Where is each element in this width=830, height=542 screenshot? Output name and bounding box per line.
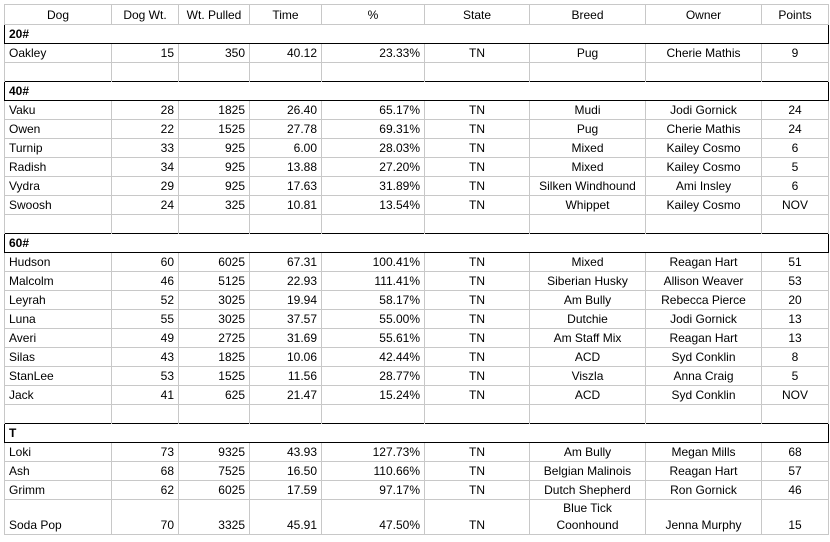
group-cell[interactable]	[322, 25, 425, 44]
cell-dog-weight[interactable]: 55	[112, 310, 179, 329]
group-cell[interactable]	[250, 424, 322, 443]
cell-owner[interactable]: Ron Gornick	[646, 481, 762, 500]
cell-state[interactable]: TN	[425, 310, 530, 329]
cell-breed[interactable]: Mixed	[530, 253, 646, 272]
cell-breed[interactable]: Viszla	[530, 367, 646, 386]
group-cell[interactable]	[762, 424, 829, 443]
table-row	[5, 329, 829, 348]
group-cell[interactable]	[530, 25, 646, 44]
table-row	[5, 443, 829, 462]
cell-points[interactable]: 46	[762, 481, 829, 500]
group-cell[interactable]	[425, 234, 530, 253]
cell-points[interactable]: 51	[762, 253, 829, 272]
group-cell[interactable]	[112, 25, 179, 44]
group-header-row	[5, 82, 829, 101]
cell-dog-weight[interactable]: 43	[112, 348, 179, 367]
cell-state[interactable]: TN	[425, 462, 530, 481]
cell-dog[interactable]: Averi	[5, 329, 112, 348]
cell-percent[interactable]: 55.00%	[322, 310, 425, 329]
cell-time[interactable]: 13.88	[250, 158, 322, 177]
header-dog-weight[interactable]: Dog Wt.	[112, 5, 179, 25]
cell-points[interactable]: 9	[762, 44, 829, 63]
cell-dog[interactable]: Turnip	[5, 139, 112, 158]
cell-dog[interactable]: Leyrah	[5, 291, 112, 310]
results-table	[4, 4, 829, 535]
cell-state[interactable]: TN	[425, 386, 530, 405]
cell-points[interactable]: 24	[762, 120, 829, 139]
cell-points[interactable]: 8	[762, 348, 829, 367]
cell-dog-weight[interactable]: 53	[112, 367, 179, 386]
cell-weight-pulled[interactable]: 7525	[179, 462, 250, 481]
cell-dog-weight[interactable]: 29	[112, 177, 179, 196]
header-owner[interactable]: Owner	[646, 5, 762, 25]
cell-dog-weight[interactable]: 73	[112, 443, 179, 462]
table-body	[5, 25, 829, 535]
cell-time[interactable]: 11.56	[250, 367, 322, 386]
cell-weight-pulled[interactable]: 5125	[179, 272, 250, 291]
group-label[interactable]: 40#	[5, 82, 112, 101]
cell-owner[interactable]: Jenna Murphy	[646, 500, 762, 535]
header-breed[interactable]: Breed	[530, 5, 646, 25]
header-weight-pulled[interactable]: Wt. Pulled	[179, 5, 250, 25]
cell-state[interactable]: TN	[425, 272, 530, 291]
cell-points[interactable]: 15	[762, 500, 829, 535]
cell-breed[interactable]: Siberian Husky	[530, 272, 646, 291]
group-cell[interactable]	[250, 234, 322, 253]
cell-dog[interactable]: Silas	[5, 348, 112, 367]
group-cell[interactable]	[322, 82, 425, 101]
cell-state[interactable]: TN	[425, 481, 530, 500]
table-row	[5, 44, 829, 63]
cell-time[interactable]: 45.91	[250, 500, 322, 535]
cell-breed[interactable]: Pug	[530, 44, 646, 63]
cell-breed[interactable]: Blue Tick Coonhound	[530, 500, 646, 535]
cell-dog-weight[interactable]: 68	[112, 462, 179, 481]
cell-points[interactable]: 20	[762, 291, 829, 310]
cell-percent[interactable]: 111.41%	[322, 272, 425, 291]
cell-percent[interactable]: 13.54%	[322, 196, 425, 215]
spacer-row	[5, 215, 829, 234]
cell-owner[interactable]: Megan Mills	[646, 443, 762, 462]
cell-dog[interactable]: Hudson	[5, 253, 112, 272]
group-cell[interactable]	[646, 25, 762, 44]
cell-time[interactable]: 19.94	[250, 291, 322, 310]
cell-state[interactable]: TN	[425, 291, 530, 310]
spacer-row	[5, 405, 829, 424]
cell-dog-weight[interactable]: 34	[112, 158, 179, 177]
cell-state[interactable]: TN	[425, 44, 530, 63]
cell-time[interactable]: 22.93	[250, 272, 322, 291]
cell-breed[interactable]: Mixed	[530, 139, 646, 158]
cell-weight-pulled[interactable]: 1825	[179, 101, 250, 120]
header-points[interactable]: Points	[762, 5, 829, 25]
group-cell[interactable]	[762, 82, 829, 101]
group-cell[interactable]	[762, 234, 829, 253]
cell-state[interactable]: TN	[425, 329, 530, 348]
cell-owner[interactable]: Reagan Hart	[646, 329, 762, 348]
table-row	[5, 139, 829, 158]
cell-owner[interactable]: Cherie Mathis	[646, 120, 762, 139]
cell-time[interactable]: 67.31	[250, 253, 322, 272]
cell-owner[interactable]: Syd Conklin	[646, 348, 762, 367]
group-label[interactable]: T	[5, 424, 112, 443]
cell-percent[interactable]: 69.31%	[322, 120, 425, 139]
cell-time[interactable]: 26.40	[250, 101, 322, 120]
cell-weight-pulled[interactable]: 9325	[179, 443, 250, 462]
cell-state[interactable]: TN	[425, 367, 530, 386]
group-cell[interactable]	[425, 25, 530, 44]
cell-weight-pulled[interactable]: 625	[179, 386, 250, 405]
group-cell[interactable]	[179, 82, 250, 101]
cell-dog-weight[interactable]: 70	[112, 500, 179, 535]
cell-breed[interactable]: Dutch Shepherd	[530, 481, 646, 500]
cell-time[interactable]: 37.57	[250, 310, 322, 329]
cell-breed[interactable]: Am Staff Mix	[530, 329, 646, 348]
cell-breed[interactable]: Pug	[530, 120, 646, 139]
cell-owner[interactable]: Reagan Hart	[646, 462, 762, 481]
cell-points[interactable]: 24	[762, 101, 829, 120]
group-label[interactable]: 20#	[5, 25, 112, 44]
group-cell[interactable]	[112, 82, 179, 101]
cell-state[interactable]: TN	[425, 139, 530, 158]
cell-points[interactable]: NOV	[762, 386, 829, 405]
group-label[interactable]: 60#	[5, 234, 112, 253]
table-row	[5, 348, 829, 367]
cell-dog[interactable]: Soda Pop	[5, 500, 112, 535]
group-cell[interactable]	[250, 25, 322, 44]
cell-dog[interactable]: Vydra	[5, 177, 112, 196]
table-row	[5, 158, 829, 177]
table-row	[5, 177, 829, 196]
cell-dog[interactable]: Jack	[5, 386, 112, 405]
cell-state[interactable]: TN	[425, 500, 530, 535]
group-cell[interactable]	[646, 82, 762, 101]
group-header-row	[5, 25, 829, 44]
group-cell[interactable]	[762, 25, 829, 44]
cell-time[interactable]: 17.63	[250, 177, 322, 196]
cell-points[interactable]: 13	[762, 310, 829, 329]
cell-weight-pulled[interactable]: 1825	[179, 348, 250, 367]
cell-state[interactable]: TN	[425, 348, 530, 367]
cell-percent[interactable]: 23.33%	[322, 44, 425, 63]
group-cell[interactable]	[322, 424, 425, 443]
group-cell[interactable]	[112, 424, 179, 443]
group-cell[interactable]	[112, 234, 179, 253]
cell-breed[interactable]: Whippet	[530, 196, 646, 215]
cell-dog[interactable]: Ash	[5, 462, 112, 481]
table-row	[5, 101, 829, 120]
header-state[interactable]: State	[425, 5, 530, 25]
cell-weight-pulled[interactable]: 925	[179, 177, 250, 196]
cell-dog-weight[interactable]: 46	[112, 272, 179, 291]
cell-state[interactable]: TN	[425, 443, 530, 462]
table-row	[5, 291, 829, 310]
group-cell[interactable]	[179, 234, 250, 253]
cell-dog[interactable]: Vaku	[5, 101, 112, 120]
group-header-row	[5, 234, 829, 253]
cell-percent[interactable]: 65.17%	[322, 101, 425, 120]
cell-breed[interactable]: ACD	[530, 386, 646, 405]
group-cell[interactable]	[425, 82, 530, 101]
group-cell[interactable]	[179, 424, 250, 443]
group-cell[interactable]	[530, 424, 646, 443]
cell-percent[interactable]: 58.17%	[322, 291, 425, 310]
group-cell[interactable]	[425, 424, 530, 443]
cell-percent[interactable]: 127.73%	[322, 443, 425, 462]
cell-time[interactable]: 10.06	[250, 348, 322, 367]
cell-time[interactable]: 6.00	[250, 139, 322, 158]
cell-owner[interactable]: Syd Conklin	[646, 386, 762, 405]
cell-breed[interactable]: Mudi	[530, 101, 646, 120]
cell-dog[interactable]: Swoosh	[5, 196, 112, 215]
cell-time[interactable]: 43.93	[250, 443, 322, 462]
cell-weight-pulled[interactable]: 6025	[179, 481, 250, 500]
group-cell[interactable]	[179, 25, 250, 44]
cell-points[interactable]: 57	[762, 462, 829, 481]
cell-dog-weight[interactable]: 62	[112, 481, 179, 500]
cell-breed[interactable]: Silken Windhound	[530, 177, 646, 196]
cell-dog-weight[interactable]: 28	[112, 101, 179, 120]
cell-breed[interactable]: Dutchie	[530, 310, 646, 329]
cell-dog-weight[interactable]: 52	[112, 291, 179, 310]
cell-percent[interactable]: 27.20%	[322, 158, 425, 177]
table-row	[5, 272, 829, 291]
cell-dog-weight[interactable]: 24	[112, 196, 179, 215]
table-row	[5, 500, 829, 535]
group-header-row	[5, 424, 829, 443]
table-row	[5, 196, 829, 215]
cell-owner[interactable]: Kailey Cosmo	[646, 158, 762, 177]
cell-time[interactable]: 31.69	[250, 329, 322, 348]
group-cell[interactable]	[530, 82, 646, 101]
cell-breed[interactable]: Mixed	[530, 158, 646, 177]
group-cell[interactable]	[322, 234, 425, 253]
cell-percent[interactable]: 110.66%	[322, 462, 425, 481]
cell-points[interactable]: 68	[762, 443, 829, 462]
table-row	[5, 310, 829, 329]
cell-weight-pulled[interactable]: 3025	[179, 291, 250, 310]
group-cell[interactable]	[646, 424, 762, 443]
cell-dog[interactable]: Loki	[5, 443, 112, 462]
group-cell[interactable]	[646, 234, 762, 253]
cell-time[interactable]: 16.50	[250, 462, 322, 481]
cell-state[interactable]: TN	[425, 177, 530, 196]
cell-weight-pulled[interactable]: 925	[179, 158, 250, 177]
cell-percent[interactable]: 31.89%	[322, 177, 425, 196]
cell-breed[interactable]: Am Bully	[530, 443, 646, 462]
cell-points[interactable]: 6	[762, 177, 829, 196]
cell-weight-pulled[interactable]: 1525	[179, 120, 250, 139]
header-dog[interactable]: Dog	[5, 5, 112, 25]
cell-breed[interactable]: Belgian Malinois	[530, 462, 646, 481]
cell-state[interactable]: TN	[425, 101, 530, 120]
header-percent[interactable]: %	[322, 5, 425, 25]
cell-weight-pulled[interactable]: 350	[179, 44, 250, 63]
cell-dog-weight[interactable]: 60	[112, 253, 179, 272]
cell-owner[interactable]: Allison Weaver	[646, 272, 762, 291]
cell-dog[interactable]: Oakley	[5, 44, 112, 63]
cell-breed[interactable]: ACD	[530, 348, 646, 367]
cell-time[interactable]: 27.78	[250, 120, 322, 139]
cell-dog-weight[interactable]: 41	[112, 386, 179, 405]
cell-dog[interactable]: Radish	[5, 158, 112, 177]
cell-dog-weight[interactable]: 49	[112, 329, 179, 348]
cell-dog[interactable]: StanLee	[5, 367, 112, 386]
cell-points[interactable]: NOV	[762, 196, 829, 215]
cell-breed[interactable]: Am Bully	[530, 291, 646, 310]
cell-time[interactable]: 21.47	[250, 386, 322, 405]
table-row	[5, 481, 829, 500]
cell-time[interactable]: 10.81	[250, 196, 322, 215]
cell-points[interactable]: 53	[762, 272, 829, 291]
group-cell[interactable]	[530, 234, 646, 253]
cell-owner[interactable]: Anna Craig	[646, 367, 762, 386]
table-row	[5, 367, 829, 386]
cell-dog[interactable]: Malcolm	[5, 272, 112, 291]
cell-dog[interactable]: Luna	[5, 310, 112, 329]
cell-weight-pulled[interactable]: 1525	[179, 367, 250, 386]
cell-percent[interactable]: 100.41%	[322, 253, 425, 272]
cell-dog[interactable]: Owen	[5, 120, 112, 139]
cell-percent[interactable]: 97.17%	[322, 481, 425, 500]
cell-weight-pulled[interactable]: 3325	[179, 500, 250, 535]
cell-weight-pulled[interactable]: 3025	[179, 310, 250, 329]
cell-percent[interactable]: 28.77%	[322, 367, 425, 386]
spacer-row	[5, 63, 829, 82]
cell-weight-pulled[interactable]: 2725	[179, 329, 250, 348]
table-row	[5, 253, 829, 272]
table-row	[5, 120, 829, 139]
cell-owner[interactable]: Reagan Hart	[646, 253, 762, 272]
cell-dog[interactable]: Grimm	[5, 481, 112, 500]
cell-state[interactable]: TN	[425, 120, 530, 139]
cell-owner[interactable]: Kailey Cosmo	[646, 139, 762, 158]
cell-weight-pulled[interactable]: 925	[179, 139, 250, 158]
cell-dog-weight[interactable]: 22	[112, 120, 179, 139]
cell-points[interactable]: 5	[762, 158, 829, 177]
cell-points[interactable]: 5	[762, 367, 829, 386]
cell-percent[interactable]: 42.44%	[322, 348, 425, 367]
cell-weight-pulled[interactable]: 6025	[179, 253, 250, 272]
cell-state[interactable]: TN	[425, 253, 530, 272]
cell-owner[interactable]: Cherie Mathis	[646, 44, 762, 63]
cell-time[interactable]: 17.59	[250, 481, 322, 500]
cell-percent[interactable]: 28.03%	[322, 139, 425, 158]
cell-dog-weight[interactable]: 15	[112, 44, 179, 63]
header-time[interactable]: Time	[250, 5, 322, 25]
cell-owner[interactable]: Ami Insley	[646, 177, 762, 196]
cell-percent[interactable]: 15.24%	[322, 386, 425, 405]
cell-points[interactable]: 13	[762, 329, 829, 348]
cell-state[interactable]: TN	[425, 196, 530, 215]
cell-owner[interactable]: Rebecca Pierce	[646, 291, 762, 310]
cell-owner[interactable]: Jodi Gornick	[646, 101, 762, 120]
cell-owner[interactable]: Jodi Gornick	[646, 310, 762, 329]
group-cell[interactable]	[250, 82, 322, 101]
header-row	[5, 5, 829, 25]
cell-percent[interactable]: 55.61%	[322, 329, 425, 348]
cell-weight-pulled[interactable]: 325	[179, 196, 250, 215]
table-row	[5, 462, 829, 481]
cell-state[interactable]: TN	[425, 158, 530, 177]
table-row	[5, 386, 829, 405]
cell-points[interactable]: 6	[762, 139, 829, 158]
cell-percent[interactable]: 47.50%	[322, 500, 425, 535]
cell-dog-weight[interactable]: 33	[112, 139, 179, 158]
cell-time[interactable]: 40.12	[250, 44, 322, 63]
cell-owner[interactable]: Kailey Cosmo	[646, 196, 762, 215]
